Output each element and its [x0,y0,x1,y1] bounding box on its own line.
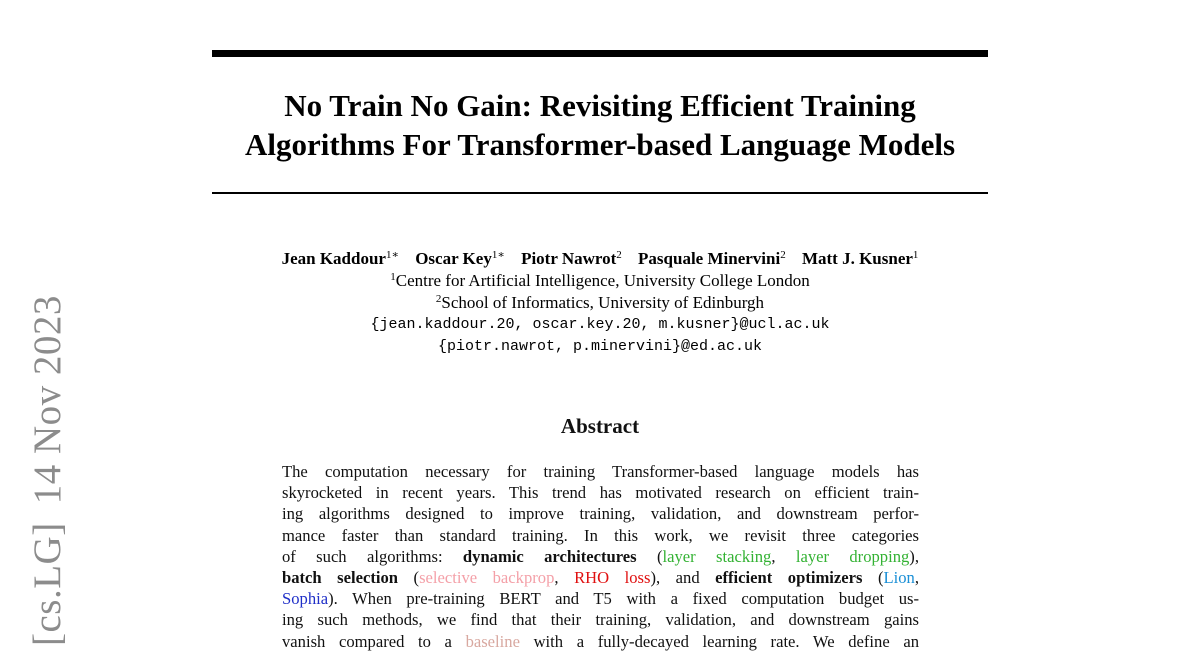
affiliation-mark: 1 [390,271,396,283]
author-name: Jean Kaddour [281,249,386,268]
author-name: Oscar Key [415,249,492,268]
author-affil-mark: 1 [912,249,919,261]
abstract-text: ( [636,546,663,566]
abstract-line: ing such methods, we find that their training, validation, and downstream gains [282,610,919,630]
author [638,249,786,268]
arxiv-category: [cs.LG] [26,522,69,646]
link-layer-stacking[interactable]: layer stacking [662,546,772,566]
author-name: Piotr Nawrot [521,249,617,268]
abstract-line [282,567,919,588]
affiliation [150,270,1050,292]
author-block [150,248,1050,358]
term-dynamic-architectures: dynamic architectures [462,546,637,566]
abstract-line [282,588,919,609]
author-affil-mark: 2 [780,249,786,261]
abstract-text: , [914,568,919,588]
link-lion[interactable]: Lion [883,568,915,588]
abstract-line [282,546,919,567]
abstract-text: ), [909,546,919,566]
abstract-line: skyrocketed in recent years. This trend has motivated research on efficient train- [282,483,919,503]
affiliation [150,292,1050,314]
author [521,249,622,268]
link-rho-loss[interactable]: RHO loss [574,568,651,588]
title-line-2: Algorithms For Transformer-based Language Models [244,127,956,162]
abstract-text: , [554,568,575,588]
abstract-text: ( [862,568,884,588]
author [802,249,918,268]
email-line: {jean.kaddour.20, oscar.key.20, m.kusner}@ucl.ac.uk [370,316,830,333]
term-batch-selection: batch selection [282,568,398,588]
author-affil-mark: 2 [616,249,622,261]
author [415,249,505,268]
author-names [150,248,1050,270]
paper-title [212,86,988,164]
arxiv-date: 14 Nov 2023 [26,295,69,505]
abstract-line: ing algorithms designed to improve training, validation, and downstream perfor- [282,504,919,524]
author-affil-mark: 1∗ [385,249,399,261]
title-bottom-rule [212,192,988,194]
author-affil-mark: 1∗ [491,249,505,261]
term-efficient-optimizers: efficient optimizers [715,568,863,588]
link-sophia[interactable]: Sophia [282,589,329,609]
author-name: Pasquale Minervini [638,249,781,268]
arxiv-side-stamp [28,295,67,646]
abstract-text: ( [398,568,420,588]
abstract-text: of such algorithms: [282,546,463,566]
affiliation-text: Centre for Artificial Intelligence, University College London [395,271,810,290]
abstract-text: ), and [650,568,716,588]
link-baseline[interactable]: baseline [465,631,520,651]
abstract-body [282,461,919,652]
abstract-line: mance faster than standard training. In this work, we revisit three categories [282,525,919,545]
abstract-text: vanish compared to a [282,631,466,651]
link-selective-backprop[interactable]: selective backprop [419,568,555,588]
title-line-1: No Train No Gain: Revisiting Efficient Training [284,88,916,123]
abstract-line: The computation necessary for training Transformer-based language models has [282,462,919,481]
title-top-rule [212,50,988,57]
affiliation-mark: 2 [435,293,442,305]
abstract-line [282,631,919,652]
affiliation-text: School of Informatics, University of Edinburgh [441,293,765,312]
email-line: {piotr.nawrot, p.minervini}@ed.ac.uk [437,338,763,355]
abstract-text: with a fully-decayed learning rate. We define an [519,631,919,651]
author-name: Matt J. Kusner [801,249,913,268]
author [282,249,399,268]
link-layer-dropping[interactable]: layer dropping [795,546,910,566]
abstract-heading: Abstract [560,414,640,438]
abstract-text: , [771,546,796,566]
abstract-text: ). When pre-training BERT and T5 with a fixed computation budget us- [328,589,919,609]
